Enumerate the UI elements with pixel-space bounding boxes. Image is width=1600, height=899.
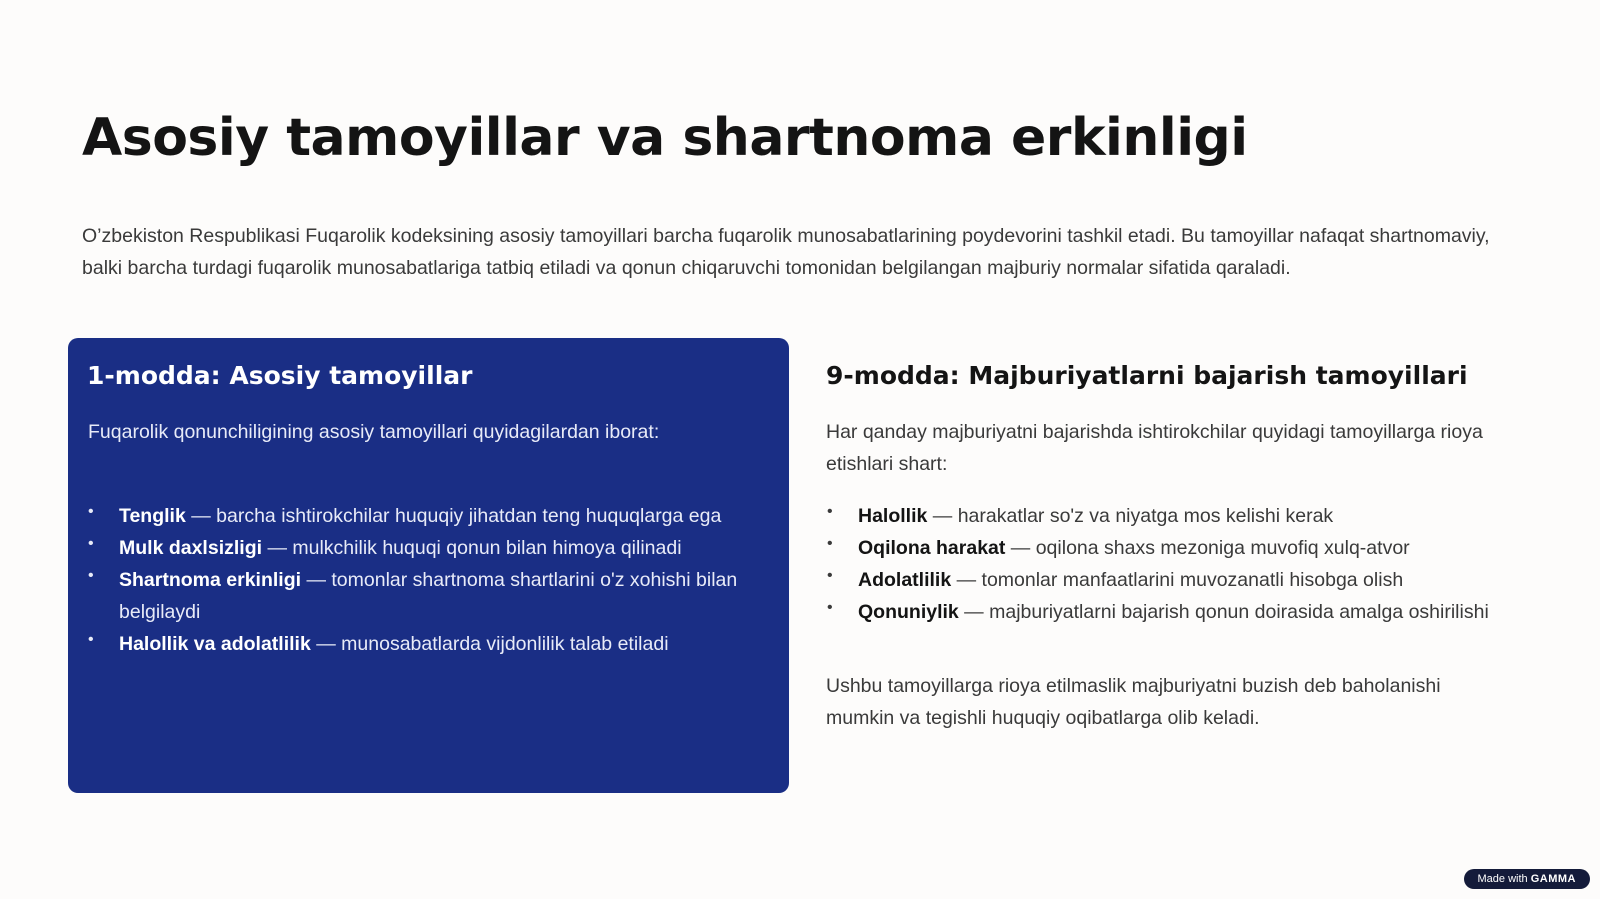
intro-paragraph: O’zbekiston Respublikasi Fuqarolik kodeksining asosiy tamoyillari barcha fuqarolik munosabatlarining poydevorini tashkil etadi. Bu tamoyillar nafaqat shartnomaviy, balki barcha turdagi fuqarolik munosabatlariga tatbiq etiladi va qonun chiqaruvchi tomonidan belgilangan majburiy normalar sifatida qaraladi.	[82, 225, 1490, 279]
list-item	[87, 564, 769, 628]
section-heading: 9-modda: Majburiyatlarni bajarish tamoyillari	[826, 361, 1468, 390]
list-item	[826, 596, 1506, 628]
obligations-list	[826, 500, 1506, 628]
list-item	[826, 564, 1506, 596]
item-text: — oqilona shaxs mezoniga muvofiq xulq-atvor	[1005, 537, 1410, 559]
slide-title: Asosiy tamoyillar va shartnoma erkinligi	[82, 108, 1248, 168]
item-term: Tenglik	[119, 505, 186, 527]
item-text: — majburiyatlarni bajarish qonun doirasida amalga oshirilishi	[958, 601, 1489, 623]
closing-paragraph: Ushbu tamoyillarga rioya etilmaslik majburiyatni buzish deb baholanishi mumkin va tegishli huquqiy oqibatlarga olib keladi.	[826, 675, 1441, 729]
badge-prefix: Made with	[1477, 873, 1528, 885]
list-item	[826, 532, 1506, 564]
item-text: — mulkchilik huquqi qonun bilan himoya qilinadi	[262, 537, 682, 559]
card-lead: Fuqarolik qonunchiligining asosiy tamoyillari quyidagilardan iborat:	[88, 421, 660, 443]
item-term: Halollik	[858, 505, 928, 527]
item-term: Shartnoma erkinligi	[119, 569, 302, 591]
item-text: — tomonlar shartnoma shartlarini o'z xohishi bilan belgilaydi	[119, 569, 738, 623]
item-text: — munosabatlarda vijdonlilik talab etiladi	[310, 633, 669, 655]
gamma-logo: GAMMA	[1530, 873, 1576, 885]
obligations-section	[826, 360, 1506, 734]
card-heading: 1-modda: Asosiy tamoyillar	[87, 361, 473, 390]
item-text: — harakatlar so'z va niyatga mos kelishi kerak	[927, 505, 1334, 527]
item-term: Halollik va adolatlilik	[119, 633, 311, 655]
made-with-gamma-badge[interactable]	[1464, 869, 1590, 889]
list-item	[826, 500, 1506, 532]
list-item	[87, 628, 769, 660]
principles-list	[87, 500, 769, 660]
list-item	[87, 500, 769, 532]
item-term: Qonuniylik	[858, 601, 959, 623]
list-item	[87, 532, 769, 564]
item-term: Oqilona harakat	[858, 537, 1006, 559]
item-term: Adolatlilik	[858, 569, 952, 591]
section-lead: Har qanday majburiyatni bajarishda ishtirokchilar quyidagi tamoyillarga rioya etishlari shart:	[826, 421, 1483, 475]
item-text: — tomonlar manfaatlarini muvozanatli hisobga olish	[951, 569, 1404, 591]
item-text: — barcha ishtirokchilar huquqiy jihatdan teng huquqlarga ega	[185, 505, 722, 527]
item-term: Mulk daxlsizligi	[119, 537, 263, 559]
principles-card	[68, 338, 789, 793]
